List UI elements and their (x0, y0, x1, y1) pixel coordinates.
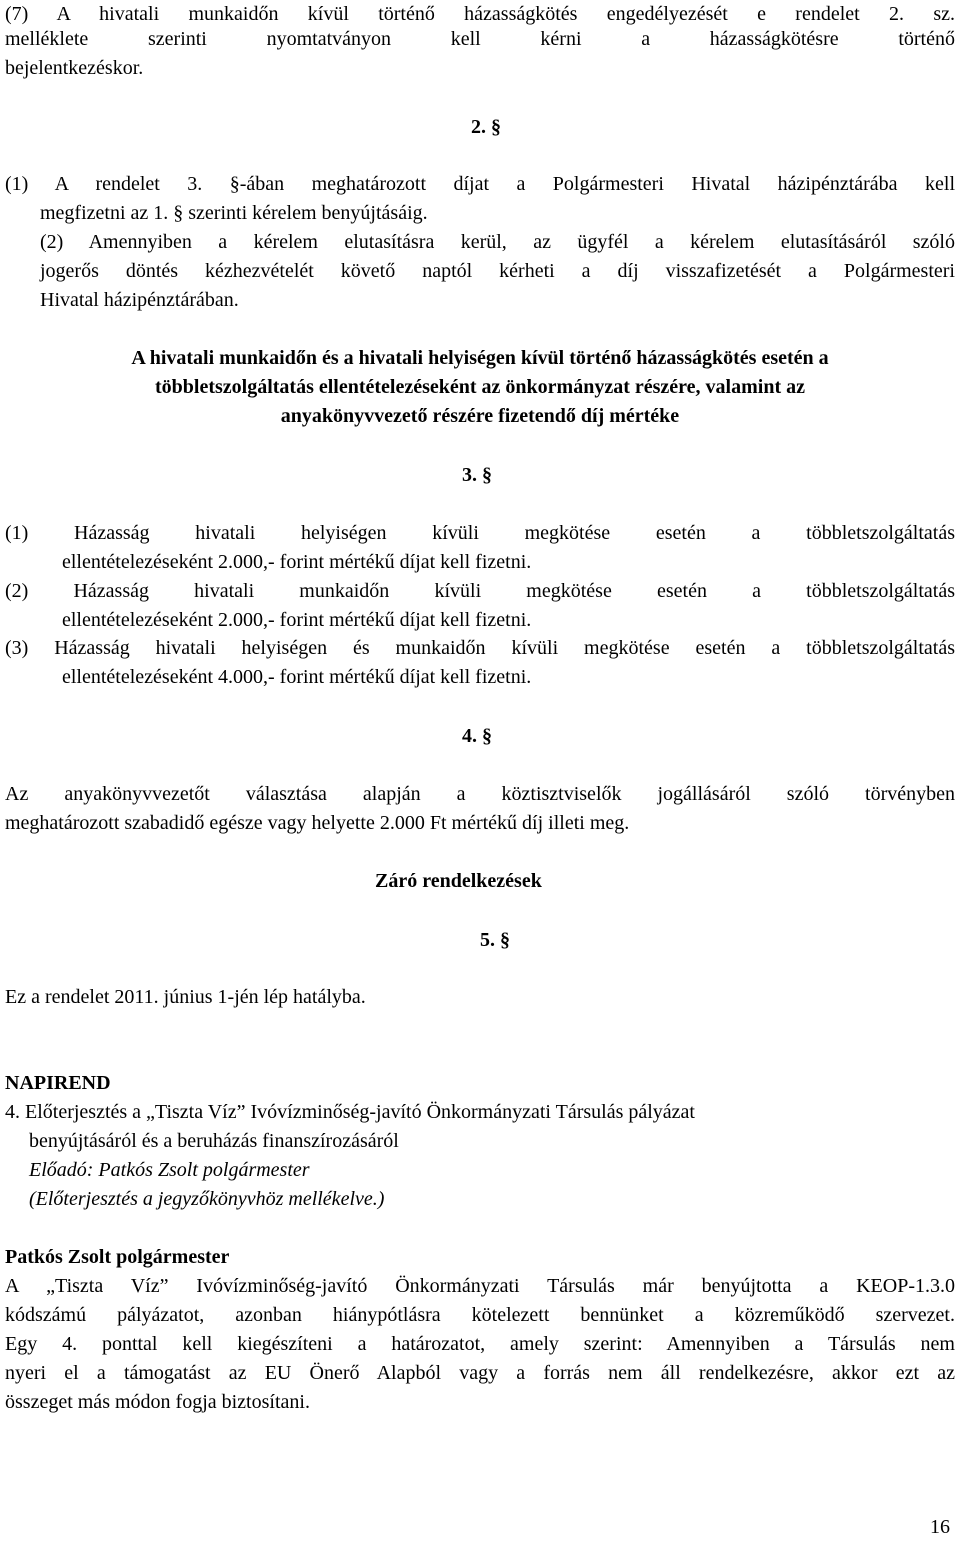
speech-line-2: kódszámú pályázatot, azonban hiánypótlásra kötelezett bennünket a közreműködő szervezet. (5, 1304, 955, 1326)
section-4-para-line-2: meghatározott szabadidő egésze vagy helyette 2.000 Ft mértékű díj illeti meg. (5, 812, 630, 834)
section-2-para-2-line-1: (2) Amennyiben a kérelem elutasításra kerül, az ügyfél a kérelem elutasításáról szóló (40, 231, 955, 253)
speech-line-3: Egy 4. ponttal kell kiegészíteni a határozatot, amely szerint: Amennyiben a Társulás nem (5, 1333, 955, 1355)
agenda-item-4-presenter: Előadó: Patkós Zsolt polgármester (29, 1159, 310, 1181)
section-3-para-3-line-1: (3) Házasság hivatali helyiségen és munkaidőn kívüli megkötése esetén a többletszolgáltatás (5, 637, 955, 659)
speech-line-1: A „Tiszta Víz” Ivóvízminőség-javító Önkormányzati Társulás már benyújtotta a KEOP-1.3.0 (5, 1275, 955, 1297)
paragraph-7-line-2: melléklete szerinti nyomtatványon kell kérni a házasságkötésre történő (5, 28, 955, 50)
fee-heading-line-3: anyakönyvvezető részére fizetendő díj mértéke (280, 405, 680, 427)
section-2-para-2-line-3: Hivatal házipénztárában. (40, 289, 239, 311)
fee-heading-line-2: többletszolgáltatás ellentételezéseként az önkormányzat részére, valamint az (154, 376, 805, 398)
section-4-para-line-1: Az anyakönyvvezetőt választása alapján a köztisztviselők jogállásáról szóló törvényben (5, 783, 955, 805)
section-5-heading: 5. § (480, 929, 510, 951)
section-2-heading: 2. § (471, 116, 501, 138)
section-2-para-1-line-1: (1) A rendelet 3. §-ában meghatározott díjat a Polgármesteri Hivatal házipénztárába kell (5, 173, 955, 195)
agenda-item-4-line-2: benyújtásáról és a beruházás finanszírozásáról (29, 1130, 399, 1152)
agenda-heading: NAPIREND (5, 1072, 111, 1094)
section-2-para-1-line-2: megfizetni az 1. § szerinti kérelem benyújtásáig. (40, 202, 428, 224)
speaker-name: Patkós Zsolt polgármester (5, 1246, 230, 1268)
paragraph-7-line-3: bejelentkezéskor. (5, 57, 144, 79)
speech-line-4: nyeri el a támogatást az EU Önerő Alapból vagy a forrás nem áll rendelkezésre, akkor ezt az (5, 1362, 955, 1384)
section-2-para-2-line-2: jogerős döntés kézhezvételét követő naptól kérheti a díj visszafizetését a Polgármesteri (40, 260, 955, 282)
page-number: 16 (930, 1516, 950, 1538)
fee-heading-line-1: A hivatali munkaidőn és a hivatali helyiségen kívül történő házasságkötés esetén a (131, 347, 829, 369)
section-3-para-2-line-1: (2) Házasság hivatali munkaidőn kívüli megkötése esetén a többletszolgáltatás (5, 580, 955, 602)
agenda-item-4-note: (Előterjesztés a jegyzőkönyvhöz mellékelve.) (29, 1188, 385, 1210)
speech-line-5: összeget más módon fogja biztosítani. (5, 1391, 310, 1413)
section-3-para-1-line-2: ellentételezéseként 2.000,- forint mértékű díjat kell fizetni. (62, 551, 532, 573)
section-4-heading: 4. § (462, 725, 492, 747)
closing-provisions-title: Záró rendelkezések (375, 870, 542, 892)
section-3-para-1-line-1: (1) Házasság hivatali helyiségen kívüli megkötése esetén a többletszolgáltatás (5, 522, 955, 544)
section-3-para-2-line-2: ellentételezéseként 2.000,- forint mértékű díjat kell fizetni. (62, 609, 532, 631)
section-3-para-3-line-2: ellentételezéseként 4.000,- forint mértékű díjat kell fizetni. (62, 666, 532, 688)
section-5-para: Ez a rendelet 2011. június 1-jén lép hatályba. (5, 986, 366, 1008)
section-3-heading: 3. § (462, 464, 492, 486)
agenda-item-4-line-1: 4. Előterjesztés a „Tiszta Víz” Ivóvízminőség-javító Önkormányzati Társulás pályázat (5, 1101, 695, 1123)
paragraph-7-line-1: (7) A hivatali munkaidőn kívül történő házasságkötés engedélyezését e rendelet 2. sz. (5, 3, 955, 25)
